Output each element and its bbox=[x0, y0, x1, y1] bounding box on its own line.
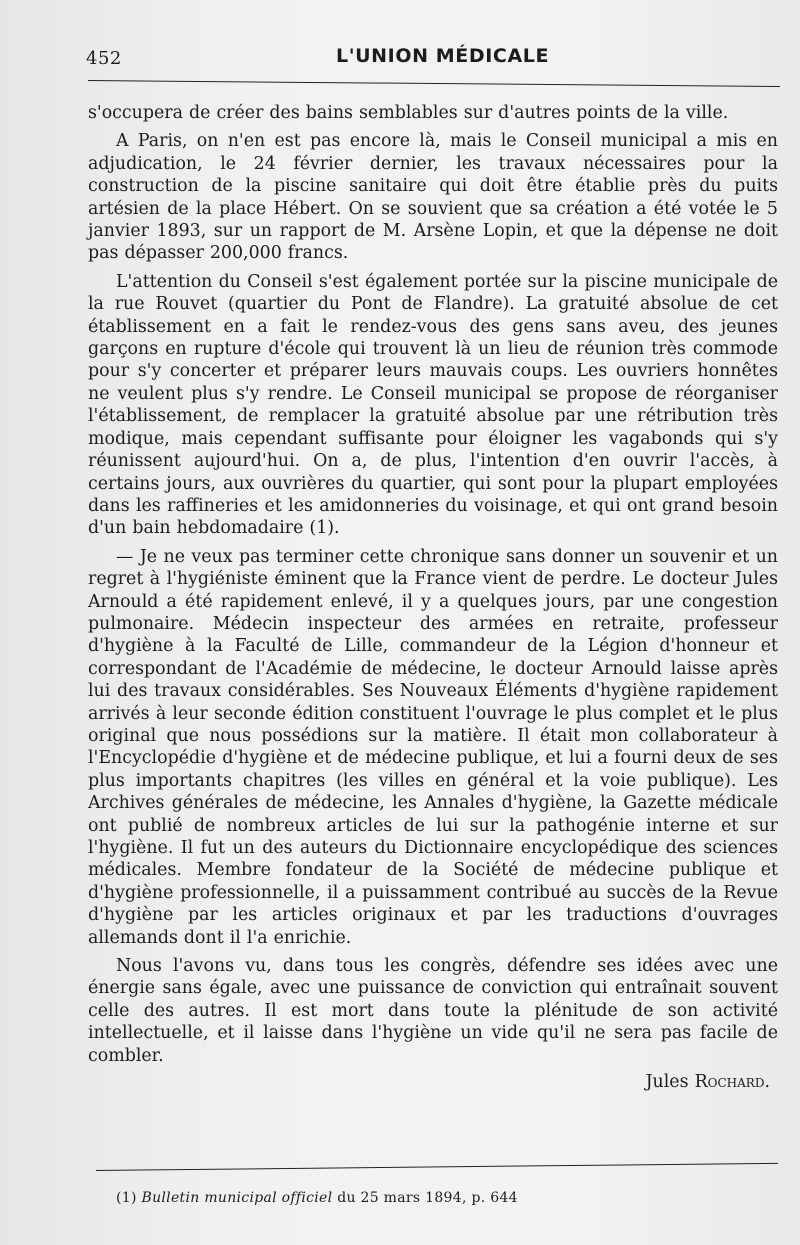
signature-last-name: Rochard. bbox=[694, 1072, 770, 1093]
running-title: L'UNION MÉDICALE bbox=[336, 45, 550, 67]
article-body bbox=[88, 102, 778, 1093]
footnote-rule bbox=[96, 1163, 778, 1171]
paragraph-1: s'occupera de créer des bains semblables sur d'autres points de la ville. bbox=[88, 103, 729, 123]
header-rule bbox=[88, 80, 780, 87]
footnote bbox=[116, 1190, 756, 1206]
paragraph-5: Nous l'avons vu, dans tous les congrès, défendre ses idées avec une énergie sans égale, avec une puissance de conviction qui entraînait souvent celle des autres. Il est mort dans toute la plénitude de son activité intellectuelle, et il laisse dans l'hygiène un vide qu'il ne sera pas facile de combler. bbox=[88, 956, 778, 1066]
paragraph-2: A Paris, on n'en est pas encore là, mais le Conseil municipal a mis en adjudication, le 24 février dernier, les travaux nécessaires pour la construction de la piscine sanitaire qui doit être établie près du puits artésien de la place Hébert. On se souvient que sa création a été votée le 5 janvier 1893, sur un rapport de M. Arsène Lopin, et que la dépense ne doit pas dépasser 200,000 francs. bbox=[88, 131, 778, 264]
signature bbox=[88, 1071, 778, 1093]
page-number: 452 bbox=[86, 48, 122, 69]
footnote-marker: (1) bbox=[116, 1190, 137, 1206]
page-header bbox=[86, 40, 760, 72]
footnote-source: Bulletin municipal officiel bbox=[141, 1190, 333, 1206]
paragraph-3: L'attention du Conseil s'est également portée sur la piscine municipale de la rue Rouvet (quartier du Pont de Flandre). La gratuité absolue de cet établissement en a fait le rendez-vous des gens sans aveu, des jeunes garçons en rupture d'école qui trouvent là un lieu de réunion très commode pour s'y concerter et préparer leurs mauvais coups. Les ouvriers honnêtes ne veulent plus s'y rendre. Le Conseil municipal se propose de réorganiser l'établissement, de remplacer la gratuité absolue par une rétribution très modique, mais cependant suffisante pour éloigner les vagabonds qui s'y réunissent aujourd'hui. On a, de plus, l'intention d'en ouvrir l'accès, à certains jours, aux ouvrières du quartier, qui sont pour la plupart employées dans les raffineries et les amidonneries du voisinage, et qui ont grand besoin d'un bain hebdomadaire (1). bbox=[88, 271, 778, 539]
paragraph-4: — Je ne veux pas terminer cette chronique sans donner un souvenir et un regret à l'hygiéniste éminent que la France vient de perdre. Le docteur Jules Arnould a été rapidement enlevé, il y a quelques jours, par une congestion pulmonaire. Médecin inspecteur des armées en retraite, professeur d'hygiène à la Faculté de Lille, commandeur de la Légion d'honneur et correspondant de l'Académie de médecine, le docteur Arnould laisse après lui des travaux considérables. Ses Nouveaux Éléments d'hygiène rapidement arrivés à leur seconde édition constituent l'ouvrage le plus complet et le plus original que nous possédions sur la matière. Il était mon collaborateur à l'Encyclopédie d'hygiène et de médecine publique, et lui a fourni deux de ses plus importants chapitres (les villes en général et la voie publique). Les Archives générales de médecine, les Annales d'hygiène, la Gazette médicale ont publié de nombreux articles de lui sur la pathogénie interne et sur l'hygiène. Il fut un des auteurs du Dictionnaire encyclopédique des sciences médicales. Membre fondateur de la Société de médecine publique et d'hygiène professionnelle, il a puissamment contribué au succès de la Revue d'hygiène par les articles originaux et par les traductions d'ouvrages allemands dont il l'a enrichie. bbox=[88, 546, 778, 948]
signature-first-name: Jules bbox=[645, 1072, 689, 1093]
footnote-details: du 25 mars 1894, p. 644 bbox=[337, 1190, 518, 1206]
